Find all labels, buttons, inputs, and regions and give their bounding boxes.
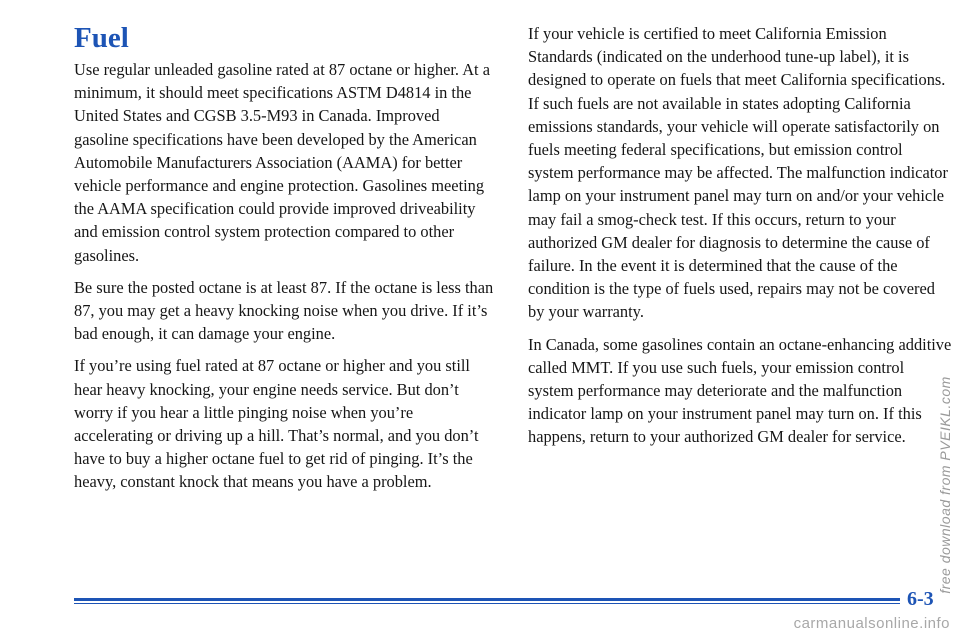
section-heading: Fuel [74,22,129,54]
watermark-bottom: carmanualsonline.info [793,615,950,632]
paragraph-octane-specs: Use regular unleaded gasoline rated at 87 octane or higher. At a minimum, it should meet specifications ASTM D4814 in the United States and CGSB 3.5-M93 in Canada. Improved gasoline specifications have been developed by the American Automobile Manufacturers Association (AAMA) for better vehicle performance and engine protection. Gasolines meeting the AAMA specification could provide improved driveability and emission control system protection compared to other gasolines. [74,60,490,265]
paragraph-california-emission: If your vehicle is certified to meet California Emission Standards (indicated on the underhood tune-up label), it is designed to operate on fuels that meet California specifications. If such fuels are not available in states adopting California emissions standards, your vehicle will operate satisfactorily on fuels meeting federal specifications, but emission control system performance may be affected. The malfunction indicator lamp on your instrument panel may turn on and/or your vehicle may fail a smog-check test. If this occurs, return to your authorized GM dealer for diagnosis to determine the cause of failure. In the event it is determined that the cause of the condition is the type of fuels used, repairs may not be covered by your warranty. [528,24,948,322]
paragraph-knocking: If you’re using fuel rated at 87 octane or higher and you still hear heavy knocking, your engine needs service. But don’t worry if you hear a little pinging noise when you’re accelerating or driving up a hill. That’s normal, and you don’t have to buy a higher octane fuel to get rid of pinging. It’s the heavy, constant knock that means you have a problem. [74,356,479,492]
right-column [528,22,952,458]
watermark-side-text: free download from PVEIKL.com [937,376,954,594]
paragraph-posted-octane: Be sure the posted octane is at least 87. If the octane is less than 87, you may get a heavy knocking noise when you drive. If it’s bad enough, it can damage your engine. [74,277,494,344]
page-number: 6-3 [907,588,934,610]
paragraph-canada-mmt: In Canada, some gasolines contain an octane-enhancing additive called MMT. If you use such fuels, your emission control system performance may deteriorate and the malfunction indicator lamp on your instrument panel may turn on. If this happens, return to your authorized GM dealer for service. [528,334,952,447]
watermark-side [933,340,957,630]
left-column [74,58,494,503]
footer-rule-thin [74,603,900,604]
footer-rule [74,598,900,601]
